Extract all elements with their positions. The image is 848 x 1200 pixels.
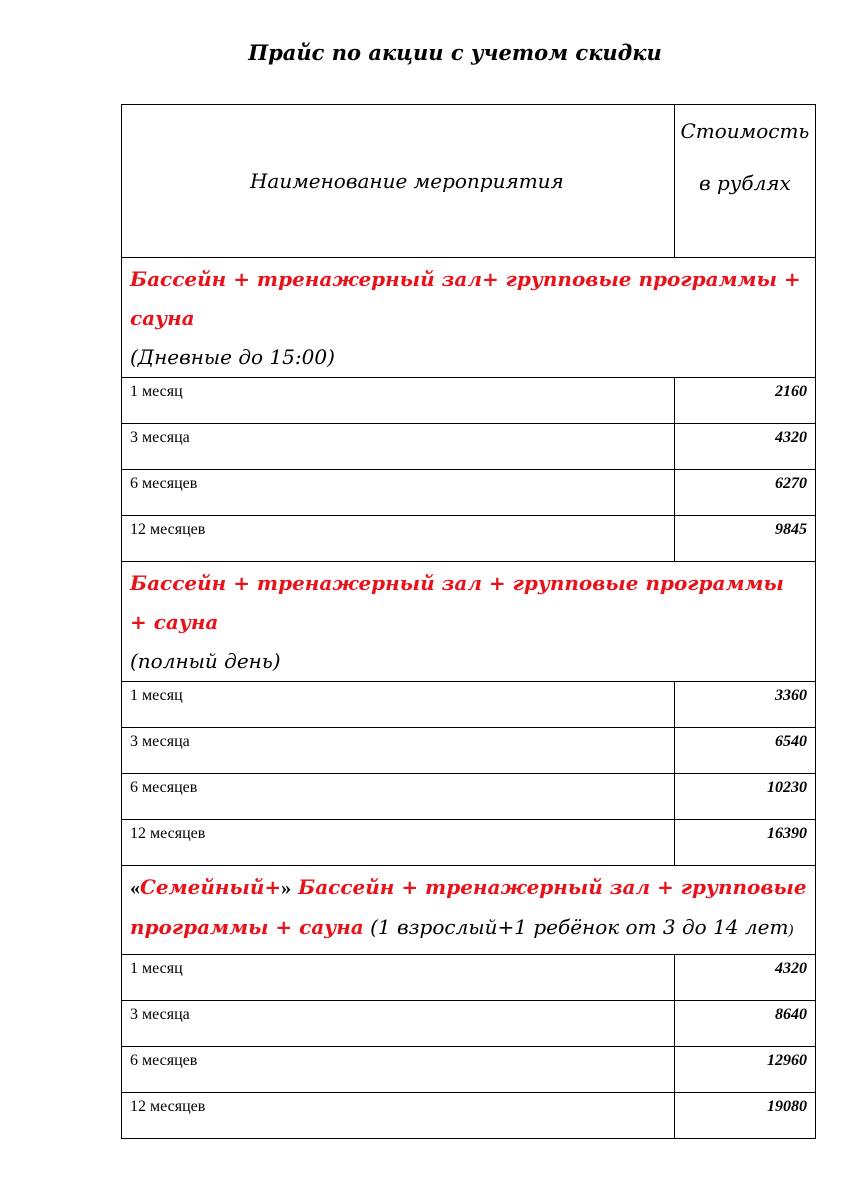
page-title: Прайс по акции с учетом скидки xyxy=(248,40,662,65)
period-cell: 1 месяц xyxy=(122,378,675,424)
period-cell: 12 месяцев xyxy=(122,1093,675,1139)
table-row xyxy=(122,774,816,820)
price-cell: 6270 xyxy=(674,470,815,516)
table-row xyxy=(122,1093,816,1139)
section-title: Бассейн + тренажерный зал+ групповые программы + сауна xyxy=(130,267,801,330)
price-cell: 6540 xyxy=(674,728,815,774)
price-cell: 3360 xyxy=(674,682,815,728)
section-title: Бассейн + тренажерный зал + групповые программы + сауна xyxy=(130,571,784,634)
price-column-header xyxy=(674,105,815,258)
table-row xyxy=(122,470,816,516)
price-cell: 4320 xyxy=(674,955,815,1001)
table-row xyxy=(122,1001,816,1047)
price-cell: 2160 xyxy=(674,378,815,424)
price-cell: 16390 xyxy=(674,820,815,866)
section-header-row xyxy=(122,562,816,682)
section-header xyxy=(122,562,816,682)
period-cell: 12 месяцев xyxy=(122,516,675,562)
price-header-line1: Стоимость xyxy=(680,119,810,143)
section-note: (полный день) xyxy=(130,649,281,673)
table-row xyxy=(122,378,816,424)
price-cell: 10230 xyxy=(674,774,815,820)
period-cell: 6 месяцев xyxy=(122,1047,675,1093)
section-note: (Дневные до 15:00) xyxy=(130,345,335,369)
period-cell: 6 месяцев xyxy=(122,774,675,820)
section-note-close: ) xyxy=(788,922,794,938)
table-row xyxy=(122,516,816,562)
period-cell: 1 месяц xyxy=(122,955,675,1001)
quote-open: « xyxy=(130,877,140,899)
section-header xyxy=(122,866,816,955)
table-row xyxy=(122,1047,816,1093)
price-cell: 12960 xyxy=(674,1047,815,1093)
table-row xyxy=(122,728,816,774)
price-cell: 4320 xyxy=(674,424,815,470)
table-header-row xyxy=(122,105,816,258)
table-row xyxy=(122,682,816,728)
price-header-line2: в рублях xyxy=(698,171,791,195)
table-row xyxy=(122,820,816,866)
price-cell: 9845 xyxy=(674,516,815,562)
section-title: Бассейн + тренажерный зал + групповые программы + сауна xyxy=(130,875,807,939)
period-cell: 3 месяца xyxy=(122,1001,675,1047)
section-header xyxy=(122,258,816,378)
period-cell: 6 месяцев xyxy=(122,470,675,516)
price-cell: 19080 xyxy=(674,1093,815,1139)
price-cell: 8640 xyxy=(674,1001,815,1047)
price-table xyxy=(121,104,816,1139)
table-row xyxy=(122,424,816,470)
period-cell: 3 месяца xyxy=(122,424,675,470)
name-column-header: Наименование мероприятия xyxy=(122,105,675,258)
table-row xyxy=(122,955,816,1001)
section-header-row xyxy=(122,866,816,955)
section-header-row xyxy=(122,258,816,378)
period-cell: 3 месяца xyxy=(122,728,675,774)
section-title-family: Семейный+ xyxy=(140,875,282,899)
section-note: (1 взрослый+1 ребёнок от 3 до 14 лет xyxy=(363,915,789,939)
quote-close: » xyxy=(281,877,292,899)
period-cell: 12 месяцев xyxy=(122,820,675,866)
period-cell: 1 месяц xyxy=(122,682,675,728)
